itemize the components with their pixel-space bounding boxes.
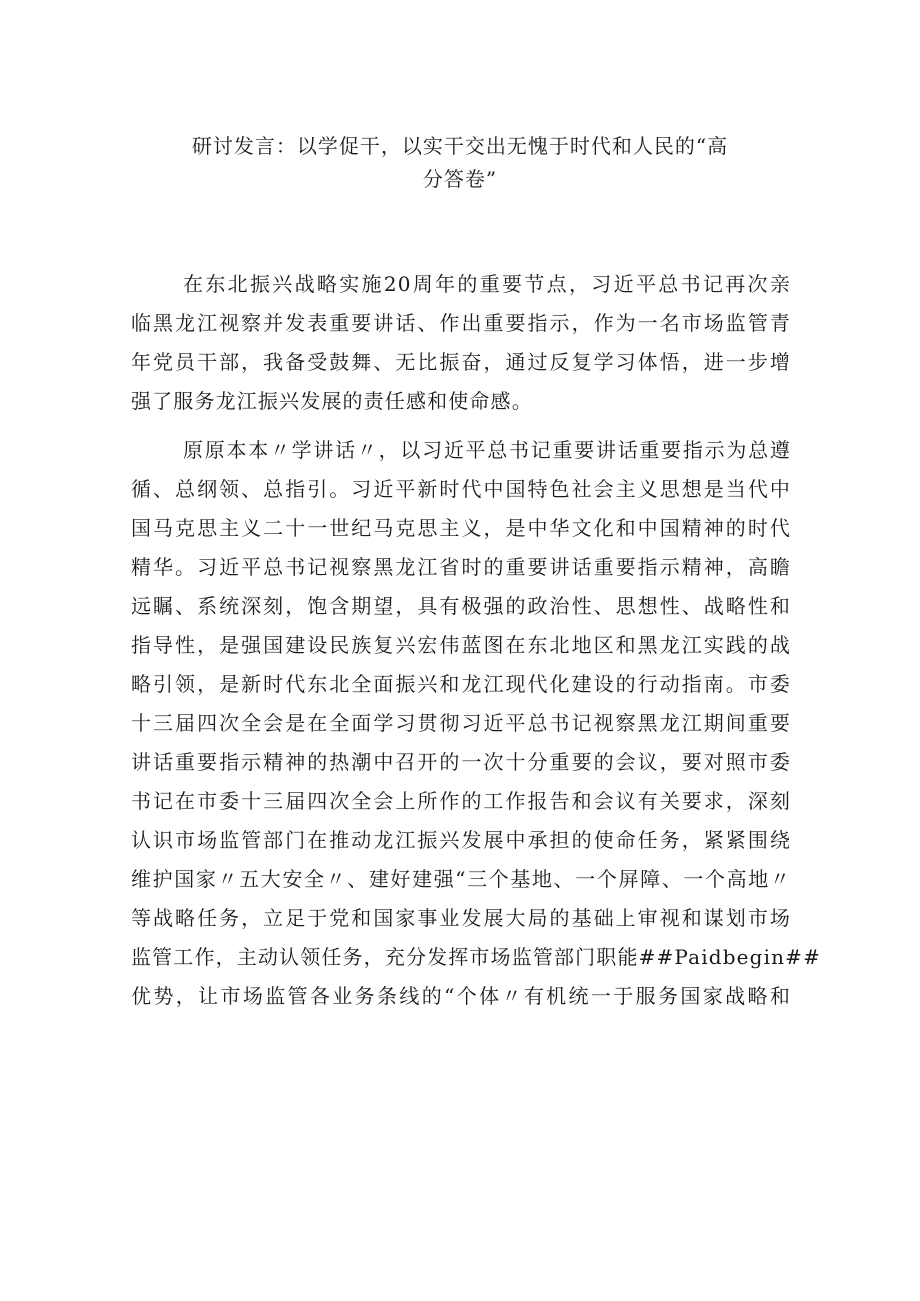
- text-line: 国马克思主义二十一世纪马克思主义，是中华文化和中国精神的时代: [131, 516, 791, 540]
- text-line: 临黑龙江视察并发表重要讲话、作出重要指示，作为一名市场监管青: [131, 311, 791, 335]
- text-line: 指导性，是强国建设民族复兴宏伟蓝图在东北地区和黑龙江实践的战: [131, 633, 791, 657]
- text-line: 监管工作，主动认领任务，充分发挥市场监管部门职能##Paidbegin##: [131, 945, 821, 969]
- text-line: 原原本本〃学讲话〃，以习近平总书记重要讲话重要指示为总遵: [183, 438, 791, 462]
- text-line: 认识市场监管部门在推动龙江振兴发展中承担的使命任务，紧紧围绕: [131, 828, 791, 852]
- text-line: 优势，让市场监管各业务条线的“个体〃有机统一于服务国家战略和: [131, 984, 791, 1008]
- document-title-line-2: 分答卷”: [422, 167, 498, 191]
- text-line: 年党员干部，我备受鼓舞、无比振奋，通过反复学习体悟，进一步增: [131, 350, 791, 374]
- text-line: 精华。习近平总书记视察黑龙江省时的重要讲话重要指示精神，高瞻: [131, 555, 791, 579]
- text-line: 远瞩、系统深刻，饱含期望，具有极强的政治性、思想性、战略性和: [131, 594, 791, 618]
- text-line: 循、总纲领、总指引。习近平新时代中国特色社会主义思想是当代中: [131, 477, 791, 501]
- paragraph-1: [131, 265, 791, 421]
- text-line: 维护国家〃五大安全〃、建好建强“三个基地、一个屏障、一个高地〃: [131, 867, 791, 891]
- text-line: 强了服务龙江振兴发展的责任感和使命感。: [131, 389, 533, 413]
- text-line: 等战略任务，立足于党和国家事业发展大局的基础上审视和谋划市场: [131, 906, 791, 930]
- text-line: 十三届四次全会是在全面学习贯彻习近平总书记视察黑龙江期间重要: [131, 711, 791, 735]
- text-line: 略引领，是新时代东北全面振兴和龙江现代化建设的行动指南。市委: [131, 672, 791, 696]
- text-line: 书记在市委十三届四次全会上所作的工作报告和会议有关要求，深刻: [131, 789, 791, 813]
- document-body: [131, 265, 821, 1016]
- document-title-line-1: 研讨发言：以学促干，以实干交出无愧于时代和人民的“高: [191, 134, 729, 158]
- text-line: 在东北振兴战略实施20周年的重要节点，习近平总书记再次亲: [183, 272, 791, 296]
- paragraph-2: [131, 431, 821, 1016]
- text-line: 讲话重要指示精神的热潮中召开的一次十分重要的会议，要对照市委: [131, 750, 791, 774]
